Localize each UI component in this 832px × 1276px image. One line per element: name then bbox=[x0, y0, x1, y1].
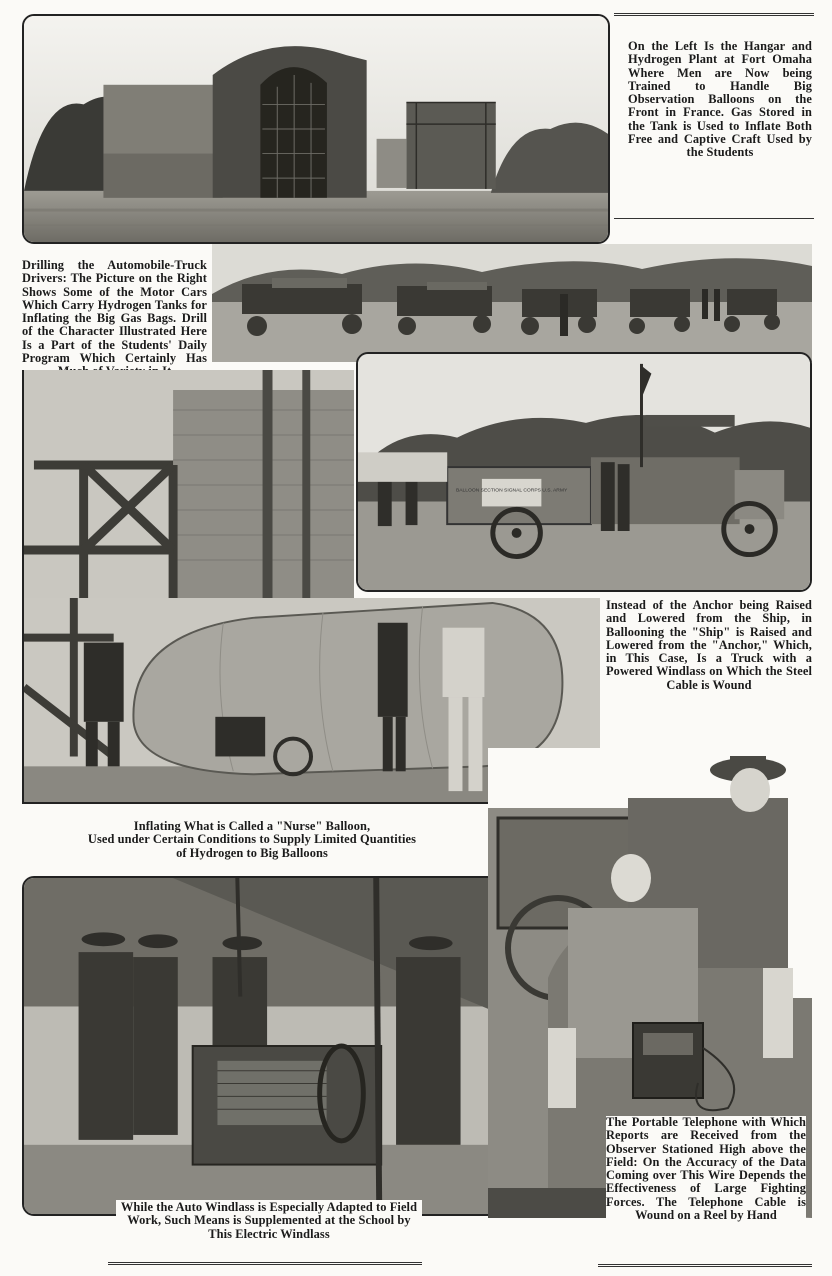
truck-door-lettering: BALLOON SECTION SIGNAL CORPS U.S. ARMY bbox=[455, 488, 568, 494]
electric-windlass-photo bbox=[22, 876, 532, 1216]
windlass-caption-bottom-rule bbox=[108, 1262, 422, 1265]
caption-drilling: Drilling the Automobile-Truck Drivers: The Picture on the Right Shows Some of the Motor Cars Which Carry Hydrogen Tanks for Inflating the Big Gas Bags. Drill of the Character Illustrated Here Is a Part of the Students' Daily Program Which Certainly Has bbox=[22, 258, 207, 366]
caption-windlass: While the Auto Windlass is Especially Adapted to Field Work, Such Means is Supplemented at the School by This Electric Windlass bbox=[116, 1200, 422, 1241]
caption-nurse: Inflating What is Called a "Nurse" Balloon, Used under Certain Conditions to Supply Limited Quantities of Hydrogen to Big Balloons bbox=[87, 819, 417, 860]
telephone-caption-bottom-rule bbox=[598, 1264, 812, 1267]
caption-anchor: Instead of the Anchor being Raised and Lowered from the Ship, in Ballooning the "Ship" is Raised and Lowered from the "Anchor," Which, in This Case, Is a Truck with a Powered Windlass on Which the Steel Cable is Wound bbox=[606, 598, 812, 692]
hangar-caption-bottom-rule bbox=[614, 218, 814, 219]
caption-hangar: On the Left Is the Hangar and Hydrogen Plant at Fort Omaha Where Men are Now being Trained to Handle Big Observation Balloons on the Front in France. Gas Stored in the Tank is Used to Inflate Both Free and Captive Craft Used by the Students bbox=[628, 39, 812, 160]
gas-tank-photo bbox=[22, 370, 354, 602]
hangar-photo bbox=[22, 14, 610, 244]
truck-drill-photo bbox=[212, 244, 812, 362]
hangar-caption-top-rule bbox=[614, 13, 814, 16]
windlass-truck-photo bbox=[356, 352, 812, 592]
caption-telephone: The Portable Telephone with Which Reports are Received from the Observer Stationed High above the Field: On the Accuracy of the Data Coming over This Wire Depends the Effectiveness of Large Fighting Forces. The Telephone Cable is Wound on a Reel by Hand bbox=[606, 1115, 806, 1223]
